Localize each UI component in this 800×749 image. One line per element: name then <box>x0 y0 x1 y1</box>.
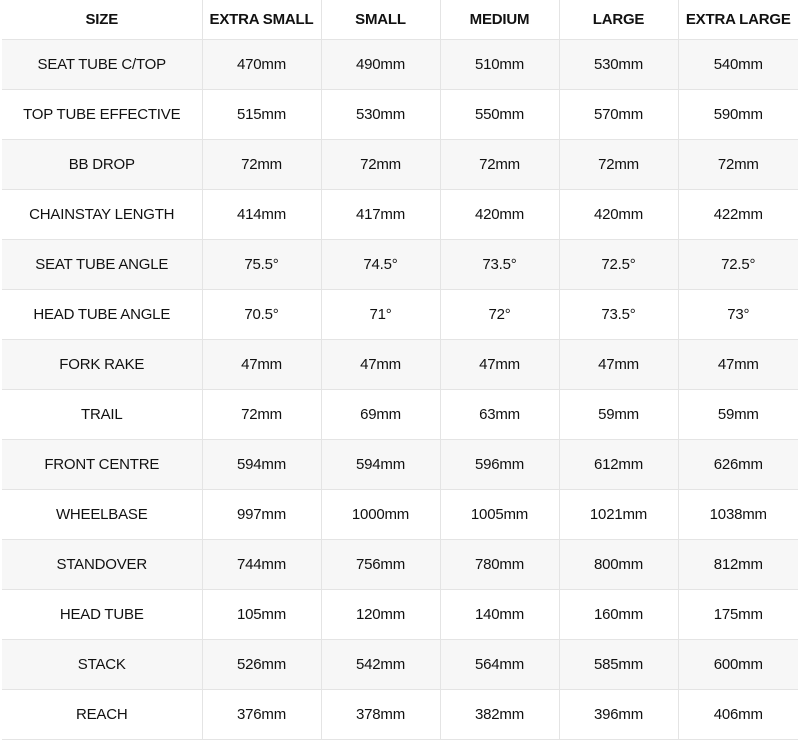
table-cell: 510mm <box>440 40 559 90</box>
table-cell: 1038mm <box>678 490 798 540</box>
header-small: SMALL <box>321 0 440 40</box>
table-cell: 406mm <box>678 690 798 740</box>
table-row <box>2 40 798 90</box>
table-cell: 72mm <box>678 140 798 190</box>
table-cell: 420mm <box>440 190 559 240</box>
header-extra-small: EXTRA SMALL <box>202 0 321 40</box>
geometry-table <box>2 0 798 740</box>
table-cell: 47mm <box>678 340 798 390</box>
table-cell: 59mm <box>559 390 678 440</box>
table-cell: 564mm <box>440 640 559 690</box>
table-cell: 74.5° <box>321 240 440 290</box>
table-cell: 756mm <box>321 540 440 590</box>
row-label: FRONT CENTRE <box>2 440 202 490</box>
row-label: SEAT TUBE ANGLE <box>2 240 202 290</box>
table-cell: 417mm <box>321 190 440 240</box>
table-row <box>2 190 798 240</box>
table-cell: 376mm <box>202 690 321 740</box>
table-cell: 594mm <box>321 440 440 490</box>
table-cell: 75.5° <box>202 240 321 290</box>
table-row <box>2 590 798 640</box>
row-label: WHEELBASE <box>2 490 202 540</box>
header-size: SIZE <box>2 0 202 40</box>
table-cell: 47mm <box>559 340 678 390</box>
row-label: TOP TUBE EFFECTIVE <box>2 90 202 140</box>
table-cell: 72mm <box>202 390 321 440</box>
table-header <box>2 0 798 40</box>
header-medium: MEDIUM <box>440 0 559 40</box>
table-row <box>2 240 798 290</box>
table-cell: 530mm <box>559 40 678 90</box>
table-cell: 396mm <box>559 690 678 740</box>
table-cell: 594mm <box>202 440 321 490</box>
table-cell: 72mm <box>321 140 440 190</box>
table-cell: 47mm <box>321 340 440 390</box>
header-row <box>2 0 798 40</box>
table-cell: 59mm <box>678 390 798 440</box>
header-large: LARGE <box>559 0 678 40</box>
row-label: FORK RAKE <box>2 340 202 390</box>
row-label: STANDOVER <box>2 540 202 590</box>
table-cell: 470mm <box>202 40 321 90</box>
row-label: REACH <box>2 690 202 740</box>
table-cell: 175mm <box>678 590 798 640</box>
table-cell: 120mm <box>321 590 440 640</box>
table-row <box>2 690 798 740</box>
table-cell: 590mm <box>678 90 798 140</box>
table-cell: 105mm <box>202 590 321 640</box>
table-cell: 542mm <box>321 640 440 690</box>
table-row <box>2 490 798 540</box>
table-cell: 997mm <box>202 490 321 540</box>
table-cell: 378mm <box>321 690 440 740</box>
table-cell: 1021mm <box>559 490 678 540</box>
table-row <box>2 640 798 690</box>
table-row <box>2 440 798 490</box>
table-cell: 600mm <box>678 640 798 690</box>
table-cell: 71° <box>321 290 440 340</box>
table-body <box>2 40 798 740</box>
table-cell: 530mm <box>321 90 440 140</box>
row-label: TRAIL <box>2 390 202 440</box>
table-cell: 414mm <box>202 190 321 240</box>
table-cell: 570mm <box>559 90 678 140</box>
table-cell: 72mm <box>202 140 321 190</box>
table-cell: 382mm <box>440 690 559 740</box>
table-cell: 73.5° <box>559 290 678 340</box>
table-cell: 422mm <box>678 190 798 240</box>
table-row <box>2 290 798 340</box>
table-cell: 596mm <box>440 440 559 490</box>
table-cell: 515mm <box>202 90 321 140</box>
table-cell: 550mm <box>440 90 559 140</box>
table-cell: 780mm <box>440 540 559 590</box>
table-cell: 585mm <box>559 640 678 690</box>
row-label: STACK <box>2 640 202 690</box>
table-cell: 800mm <box>559 540 678 590</box>
table-cell: 72.5° <box>678 240 798 290</box>
row-label: HEAD TUBE <box>2 590 202 640</box>
table-cell: 420mm <box>559 190 678 240</box>
table-cell: 612mm <box>559 440 678 490</box>
table-cell: 1005mm <box>440 490 559 540</box>
table-cell: 490mm <box>321 40 440 90</box>
header-extra-large: EXTRA LARGE <box>678 0 798 40</box>
table-cell: 73° <box>678 290 798 340</box>
table-cell: 526mm <box>202 640 321 690</box>
table-cell: 744mm <box>202 540 321 590</box>
row-label: CHAINSTAY LENGTH <box>2 190 202 240</box>
table-cell: 72mm <box>440 140 559 190</box>
table-cell: 72.5° <box>559 240 678 290</box>
table-cell: 73.5° <box>440 240 559 290</box>
row-label: HEAD TUBE ANGLE <box>2 290 202 340</box>
table-row <box>2 340 798 390</box>
table-row <box>2 140 798 190</box>
table-cell: 47mm <box>202 340 321 390</box>
table-cell: 812mm <box>678 540 798 590</box>
table-cell: 72° <box>440 290 559 340</box>
table-cell: 140mm <box>440 590 559 640</box>
table-cell: 70.5° <box>202 290 321 340</box>
table-cell: 540mm <box>678 40 798 90</box>
row-label: SEAT TUBE C/TOP <box>2 40 202 90</box>
table-cell: 69mm <box>321 390 440 440</box>
table-row <box>2 540 798 590</box>
table-cell: 63mm <box>440 390 559 440</box>
table-cell: 47mm <box>440 340 559 390</box>
table-row <box>2 390 798 440</box>
table-cell: 1000mm <box>321 490 440 540</box>
table-row <box>2 90 798 140</box>
row-label: BB DROP <box>2 140 202 190</box>
table-cell: 72mm <box>559 140 678 190</box>
table-cell: 160mm <box>559 590 678 640</box>
table-cell: 626mm <box>678 440 798 490</box>
